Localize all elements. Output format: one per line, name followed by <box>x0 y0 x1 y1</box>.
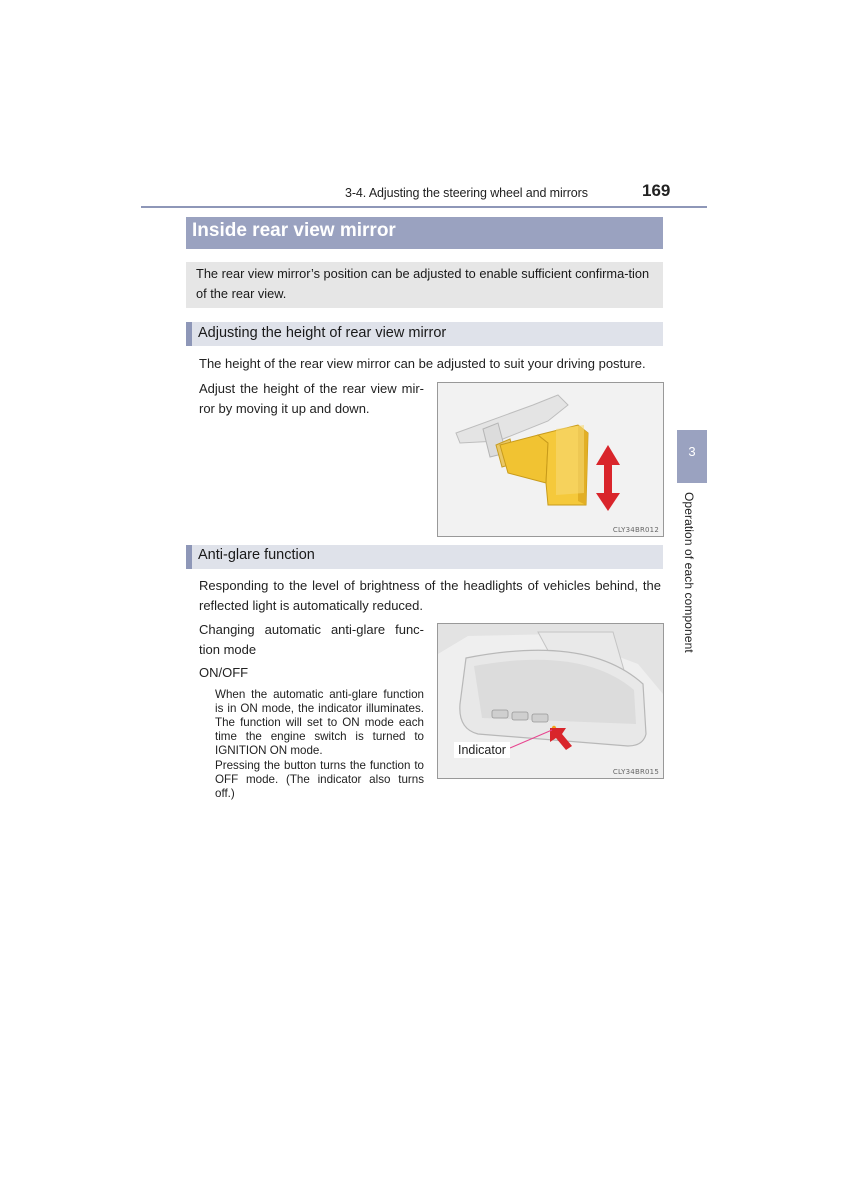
mirror-height-illustration <box>438 383 663 536</box>
section-heading-anti-glare: Anti-glare function <box>198 547 315 563</box>
height-adjust-paragraph: The height of the rear view mirror can be adjusted to suit your driving posture. <box>199 356 646 371</box>
anti-glare-paragraph: Responding to the level of brightness of the headlights of vehicles behind, the reflected light is automatically reduced. <box>199 578 661 613</box>
figure-code: CLY34BR012 <box>612 526 659 534</box>
header-rule <box>141 206 707 208</box>
anti-glare-note-on: When the automatic anti-glare function is in ON mode, the indicator illuminates. The function will set to ON mode each time the engine switch is turned to IGNITION ON mode. <box>215 688 424 757</box>
running-header-section: 3-4. Adjusting the steering wheel and mirrors <box>345 186 588 200</box>
section-heading-height-adjust: Adjusting the height of rear view mirror <box>198 325 447 341</box>
anti-glare-figure <box>437 623 664 779</box>
intro-text: The rear view mirror’s position can be adjusted to enable sufficient confirma-tion of the rear view. <box>196 266 650 301</box>
on-off-label: ON/OFF <box>199 665 249 680</box>
anti-glare-note-off: Pressing the button turns the function to OFF mode. (The indicator also turns off.) <box>215 759 424 800</box>
indicator-callout: Indicator <box>454 742 510 758</box>
figure-code: CLY34BR015 <box>612 768 659 776</box>
height-adjust-instruction: Adjust the height of the rear view mir-ror by moving it up and down. <box>199 381 424 416</box>
page-title: Inside rear view mirror <box>192 220 396 241</box>
chapter-tab-title: Operation of each component <box>682 492 696 653</box>
page-number: 169 <box>642 181 671 200</box>
anti-glare-mode-label: Changing automatic anti-glare func-tion mode <box>199 622 424 657</box>
mirror-height-figure <box>437 382 664 537</box>
chapter-tab-number: 3 <box>688 444 696 459</box>
